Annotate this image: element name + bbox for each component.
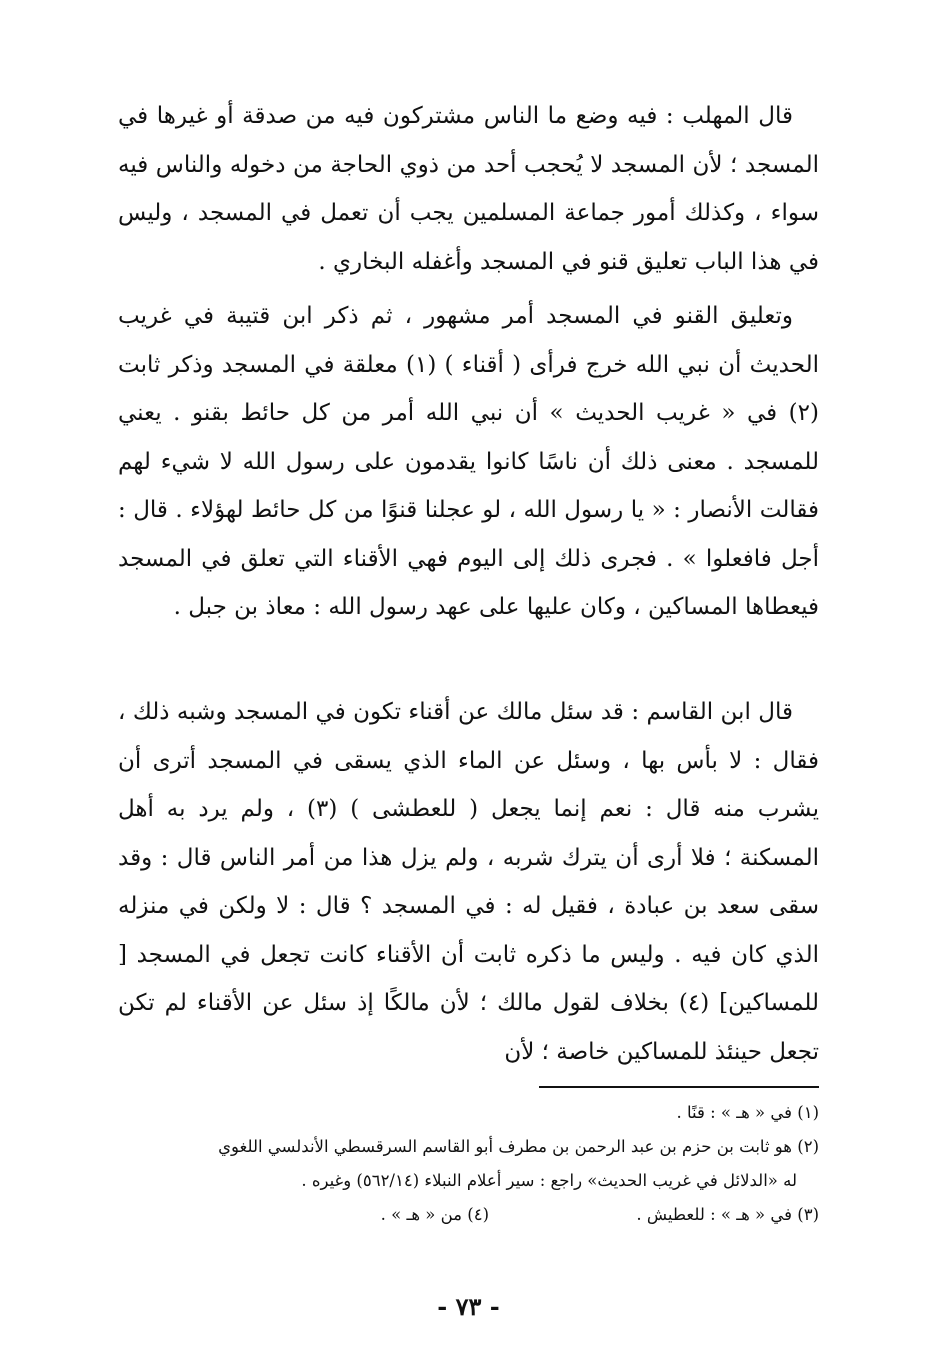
- main-text: [118, 0, 819, 1080]
- footnote-4: (٤) من « هـ » .: [380, 1205, 489, 1224]
- footnotes: [118, 1096, 819, 1232]
- footnote-2-line-1: (٢) هو ثابت بن حزم بن عبد الرحمن بن مطرف أبو القاسم السرقسطي الأندلسي اللغوي: [218, 1137, 819, 1156]
- paragraph-3: قال ابن القاسم : قد سئل مالك عن أقناء تكون في المسجد وشبه ذلك ، فقال : لا بأس بها ، وسئل عن الماء الذي يسقى في المسجد أترى أن يشرب منه قال : نعم إنما يجعل ( للعطشى ) (٣) ، ولم يرد به أهل المسكنة ؛ فلا أرى أن يترك شربه ، ولم يزل هذا من أمر الناس قال : وقد سقى سعد بن عبادة ، فقيل له : في المسجد ؟ قال : لا ولكن في منزله الذي كان فيه . وليس ما ذكره ثابت أن الأقناء كانت تجعل في المسجد [ للمساكين] (٤) بخلاف لقول مالك ؛ لأن مالكًا إذ سئل عن الأقناء لم تكن تجعل حينئذ للمساكين خاصة ؛ لأن: [118, 699, 819, 1065]
- footnote-row-3-4: [118, 1198, 819, 1232]
- paragraph-1: قال المهلب : فيه وضع ما الناس مشتركون فيه من صدقة أو غيرها في المسجد ؛ لأن المسجد لا يُحجب أحد من ذوي الحاجة من دخوله والناس فيه سواء ، وكذلك أمور جماعة المسلمين يجب أن تعمل في المسجد ، وليس في هذا الباب تعليق قنو في المسجد وأغفله البخاري .: [118, 103, 819, 275]
- footnote-1: (١) في « هـ » : قنًا .: [676, 1103, 819, 1122]
- footnote-3: (٣) في « هـ » : للعطيش .: [636, 1205, 819, 1224]
- paragraph-2: وتعليق القنو في المسجد أمر مشهور ، ثم ذكر ابن قتيبة في غريب الحديث أن نبي الله خرج فرأى ( أقناء ) (١) معلقة في المسجد وذكر ثابت (٢) في « غريب الحديث » أن نبي الله أمر من كل حائط بقنو . يعني للمسجد . معنى ذلك أن ناسًا كانوا يقدمون على رسول الله لا شيء لهم فقالت الأنصار : « يا رسول الله ، لو عجلنا قنوًا من كل حائط لهؤلاء . قال : أجل فافعلوا » . فجرى ذلك إلى اليوم فهي الأقناء التي تعلق في المسجد فيعطاها المساكين ، وكان عليها على عهد رسول الله : معاذ بن جبل .: [118, 303, 819, 620]
- footnote-2-line-2: له «الدلائل في غريب الحديث» راجع : سير أعلام النبلاء (٥٦٢/١٤) وغيره .: [301, 1171, 797, 1190]
- footnote-separator: [539, 1086, 819, 1088]
- page-number: - ٧٣ -: [437, 1292, 500, 1321]
